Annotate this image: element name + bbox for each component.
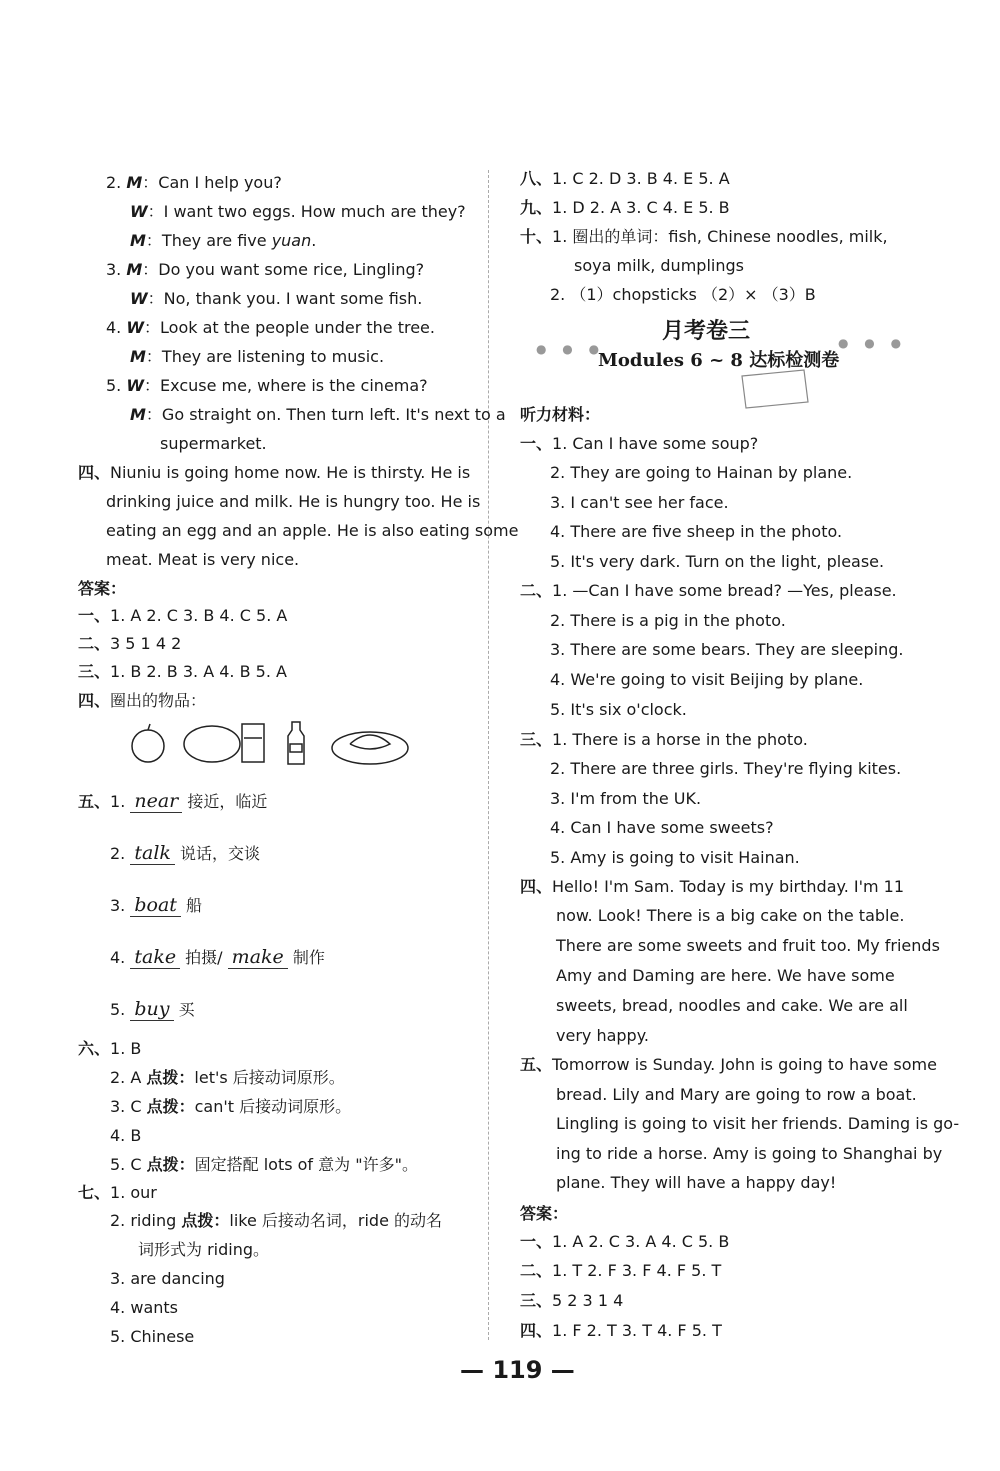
text-run: There are some sweets and fruit too. My friends (556, 936, 940, 955)
left-line (110, 1210, 442, 1232)
text-run: 4. There are five sheep in the photo. (550, 522, 843, 541)
left-line (78, 790, 267, 813)
right-line (556, 1084, 917, 1106)
left-line (78, 1182, 157, 1204)
text-run: 4. We're going to visit Beijing by plane. (550, 670, 864, 689)
text-run: ：They are five (145, 231, 272, 250)
text-run: Hello! I'm Sam. Today is my birthday. I'm 11 (552, 877, 905, 896)
handwritten-answer: buy (130, 998, 173, 1021)
left-line (106, 317, 435, 339)
text-run: 1. B 2. B 3. A 4. B 5. A (110, 662, 287, 681)
handwritten-answer: near (130, 790, 182, 813)
text-run: 接近，临近 (182, 792, 268, 811)
text-run: 2. (106, 173, 127, 192)
left-line (110, 1154, 418, 1176)
right-line (556, 1143, 942, 1165)
text-run: 3. I'm from the UK. (550, 789, 702, 808)
right-line (556, 905, 904, 927)
text-run: 固定搭配 lots of 意为 "许多"。 (194, 1155, 418, 1174)
text-run: like 后接动名词，ride 的动名 (229, 1211, 443, 1230)
text-run: soya milk, dumplings (574, 256, 744, 275)
handwritten-answer: boat (130, 894, 181, 917)
text-run: 2. A (110, 1068, 147, 1087)
handwritten-answer: make (228, 946, 288, 969)
text-run: 5. (106, 376, 127, 395)
right-line (556, 995, 908, 1017)
text-run: ：Excuse me, where is the cinema? (144, 376, 428, 395)
section-title: 月考卷三 (662, 319, 751, 344)
text-run: 2. （1）chopsticks （2）× （3）B (550, 285, 816, 304)
right-line (550, 462, 852, 484)
text-run: 3. (106, 260, 127, 279)
right-line (520, 1260, 721, 1282)
stamp-icon (738, 366, 812, 412)
right-line (550, 788, 701, 810)
right-decor-dots: ● ● ● (838, 336, 908, 350)
text-run: 2. There are three girls. They're flying kites. (550, 759, 902, 778)
column-divider (488, 170, 489, 1340)
left-line (78, 690, 206, 712)
text-run: 4. (110, 948, 131, 967)
right-line (520, 1231, 729, 1253)
text-run: M (126, 173, 143, 192)
left-line (130, 230, 316, 252)
text-run: 1. A 2. C 3. B 4. C 5. A (110, 606, 288, 625)
text-run: ing to ride a horse. Amy is going to Shanghai by (556, 1144, 943, 1163)
right-line (520, 1054, 937, 1076)
text-run: Tomorrow is Sunday. John is going to have some (552, 1055, 937, 1074)
text-run: W (130, 289, 148, 308)
text-run: 拍摄/ (180, 948, 228, 967)
left-line (110, 1125, 141, 1147)
text-run: ：Can I help you? (142, 173, 282, 192)
apple-icon (132, 724, 164, 762)
text-run: 1. F 2. T 3. T 4. F 5. T (552, 1321, 722, 1340)
text-run: 5. Amy is going to visit Hainan. (550, 848, 800, 867)
text-run: 4. wants (110, 1298, 178, 1317)
right-line (520, 580, 897, 602)
text-run: now. Look! There is a big cake on the table. (556, 906, 905, 925)
text-run: 1. 圈出的单词：fish, Chinese noodles, milk, (552, 227, 888, 246)
left-line (110, 1096, 351, 1118)
text-run: ：Go straight on. Then turn left. It's next to a (145, 405, 506, 424)
text-run: 3 5 1 4 2 (110, 634, 182, 653)
text-run: 买 (173, 1000, 195, 1019)
right-line (520, 1290, 623, 1312)
text-run: sweets, bread, noodles and cake. We are all (556, 996, 908, 1015)
text-run: Amy and Daming are here. We have some (556, 966, 895, 985)
text-run: let's 后接动词原形。 (194, 1068, 345, 1087)
text-run: 二、 (78, 634, 111, 653)
right-line (550, 610, 786, 632)
right-line (520, 433, 758, 455)
text-run: 4. (106, 318, 127, 337)
right-line (550, 551, 884, 573)
left-line (130, 288, 422, 310)
left-line (106, 520, 518, 542)
right-line (550, 639, 903, 661)
text-run: 3. (110, 896, 131, 915)
right-line (520, 168, 730, 190)
egg-icon (184, 726, 240, 762)
text-run: eating an egg and an apple. He is also eating some (106, 521, 519, 540)
meat-plate-icon (332, 732, 408, 764)
right-line (520, 226, 888, 248)
text-run: 二、 (520, 1261, 553, 1280)
left-line (110, 894, 202, 917)
text-run: 二、 (520, 581, 553, 600)
right-line (520, 1203, 568, 1225)
text-run: 一、 (78, 606, 111, 625)
text-run: yuan (271, 231, 312, 250)
left-line (78, 462, 470, 484)
text-run: 1. (110, 792, 131, 811)
text-run: M (130, 231, 146, 250)
text-run: 五、 (520, 1055, 553, 1074)
text-run: Lingling is going to visit her friends. Daming is go- (556, 1114, 960, 1133)
text-run: ：No, thank you. I want some fish. (147, 289, 423, 308)
handwritten-answer: talk (130, 842, 175, 865)
text-run: 四、 (78, 691, 111, 710)
text-run: 1. —Can I have some bread? —Yes, please. (552, 581, 897, 600)
text-run: 点拨： (146, 1155, 195, 1174)
text-run: very happy. (556, 1026, 649, 1045)
text-run: Niuniu is going home now. He is thirsty. He is (110, 463, 471, 482)
handwritten-answer: take (130, 946, 180, 969)
text-run: 4. B (110, 1126, 142, 1145)
left-line (106, 172, 282, 194)
text-run: 1. There is a horse in the photo. (552, 730, 808, 749)
left-line (110, 998, 195, 1021)
text-run: 3. are dancing (110, 1269, 225, 1288)
right-line (550, 699, 687, 721)
left-line (160, 433, 267, 455)
left-line (106, 549, 299, 571)
circled-items-illustration (130, 718, 410, 770)
left-line (78, 1038, 141, 1060)
right-line (556, 965, 895, 987)
right-line (550, 847, 800, 869)
right-line (520, 1320, 722, 1342)
text-run: 圈出的物品： (110, 691, 207, 710)
text-run: drinking juice and milk. He is hungry too. He is (106, 492, 481, 511)
text-run: M (126, 260, 143, 279)
text-run: 5 2 3 1 4 (552, 1291, 624, 1310)
left-line (78, 578, 126, 600)
left-line (130, 404, 506, 426)
right-line (520, 197, 730, 219)
text-run: W (126, 376, 145, 395)
text-run: 三、 (520, 1291, 553, 1310)
right-line (550, 492, 729, 514)
right-line (520, 876, 904, 898)
page-number: — 119 — (460, 1356, 575, 1384)
text-run: 5. It's very dark. Turn on the light, please. (550, 552, 885, 571)
text-run: can't 后接动词原形。 (194, 1097, 352, 1116)
text-run: 五、 (78, 792, 111, 811)
text-run: 3. There are some bears. They are sleeping. (550, 640, 904, 659)
section-subtitle: Modules 6 ~ 8 达标检测卷 (598, 350, 840, 371)
left-line (110, 1268, 225, 1290)
text-run: 九、 (520, 198, 553, 217)
text-run: M (130, 347, 146, 366)
left-line (110, 946, 325, 969)
text-run: 词形式为 riding。 (138, 1240, 270, 1259)
text-run: ：I want two eggs. How much are they? (147, 202, 466, 221)
left-line (78, 661, 287, 683)
text-run: W (126, 318, 145, 337)
text-run: 3. C (110, 1097, 147, 1116)
right-line (550, 284, 816, 306)
left-line (138, 1239, 269, 1261)
text-run: 3. I can't see her face. (550, 493, 729, 512)
left-line (110, 1067, 345, 1089)
milk-bottle-icon (288, 722, 304, 764)
left-line (106, 491, 480, 513)
text-run: 5. Chinese (110, 1327, 195, 1346)
text-run: 听力材料： (520, 405, 601, 424)
text-run: 点拨： (146, 1068, 195, 1087)
right-line (550, 758, 901, 780)
right-line (520, 404, 600, 426)
text-run: 点拨： (146, 1097, 195, 1116)
text-run: ：Do you want some rice, Lingling? (142, 260, 425, 279)
text-run: 四、 (520, 1321, 553, 1340)
left-line (78, 633, 181, 655)
text-run: 2. (110, 844, 131, 863)
text-run: 答案： (520, 1204, 569, 1223)
text-run: 三、 (78, 662, 111, 681)
text-run: 六、 (78, 1039, 111, 1058)
text-run: 说话，交谈 (174, 844, 261, 863)
right-line (556, 1113, 959, 1135)
text-run: 七、 (78, 1183, 111, 1202)
left-line (130, 346, 384, 368)
text-run: bread. Lily and Mary are going to row a boat. (556, 1085, 917, 1104)
juice-box-icon (242, 724, 264, 762)
text-run: plane. They will have a happy day! (556, 1173, 837, 1192)
left-line (106, 259, 424, 281)
text-run: 四、 (520, 877, 553, 896)
text-run: 一、 (520, 1232, 553, 1251)
text-run: ：They are listening to music. (145, 347, 385, 366)
text-run: 三、 (520, 730, 553, 749)
right-line (556, 1025, 649, 1047)
text-run: 1. Can I have some soup? (552, 434, 759, 453)
text-run: M (130, 405, 146, 424)
text-run: 5. It's six o'clock. (550, 700, 687, 719)
left-line (130, 201, 466, 223)
text-run: 2. They are going to Hainan by plane. (550, 463, 853, 482)
text-run: 四、 (78, 463, 111, 482)
text-run: meat. Meat is very nice. (106, 550, 300, 569)
left-line (110, 1326, 194, 1348)
text-run: 2. There is a pig in the photo. (550, 611, 786, 630)
text-run: supermarket. (160, 434, 267, 453)
right-line (556, 1172, 836, 1194)
left-decor-dots: ● ● ● (536, 342, 606, 356)
left-line (110, 1297, 178, 1319)
right-line (550, 817, 774, 839)
right-line (550, 669, 863, 691)
text-run: ：Look at the people under the tree. (144, 318, 435, 337)
text-run: W (130, 202, 148, 221)
right-line (556, 935, 940, 957)
text-run: 1. A 2. C 3. A 4. C 5. B (552, 1232, 730, 1251)
text-run: 4. Can I have some sweets? (550, 818, 774, 837)
right-line (574, 255, 744, 277)
text-run: 1. D 2. A 3. C 4. E 5. B (552, 198, 730, 217)
text-run: 八、 (520, 169, 553, 188)
text-run: 1. B (110, 1039, 142, 1058)
text-run: 船 (180, 896, 203, 915)
left-line (106, 375, 428, 397)
text-run: 1. C 2. D 3. B 4. E 5. A (552, 169, 730, 188)
right-line (520, 729, 808, 751)
left-line (78, 605, 287, 627)
text-run: 点拨： (181, 1211, 230, 1230)
text-run: 答案： (78, 579, 127, 598)
left-line (110, 842, 260, 865)
text-run: 制作 (287, 948, 325, 967)
text-run: . (311, 231, 317, 250)
text-run: 一、 (520, 434, 553, 453)
text-run: 1. our (110, 1183, 157, 1202)
text-run: 2. riding (110, 1211, 182, 1230)
text-run: 十、 (520, 227, 553, 246)
text-run: 1. T 2. F 3. F 4. F 5. T (552, 1261, 722, 1280)
right-line (550, 521, 842, 543)
text-run: 5. (110, 1000, 131, 1019)
text-run: 5. C (110, 1155, 147, 1174)
